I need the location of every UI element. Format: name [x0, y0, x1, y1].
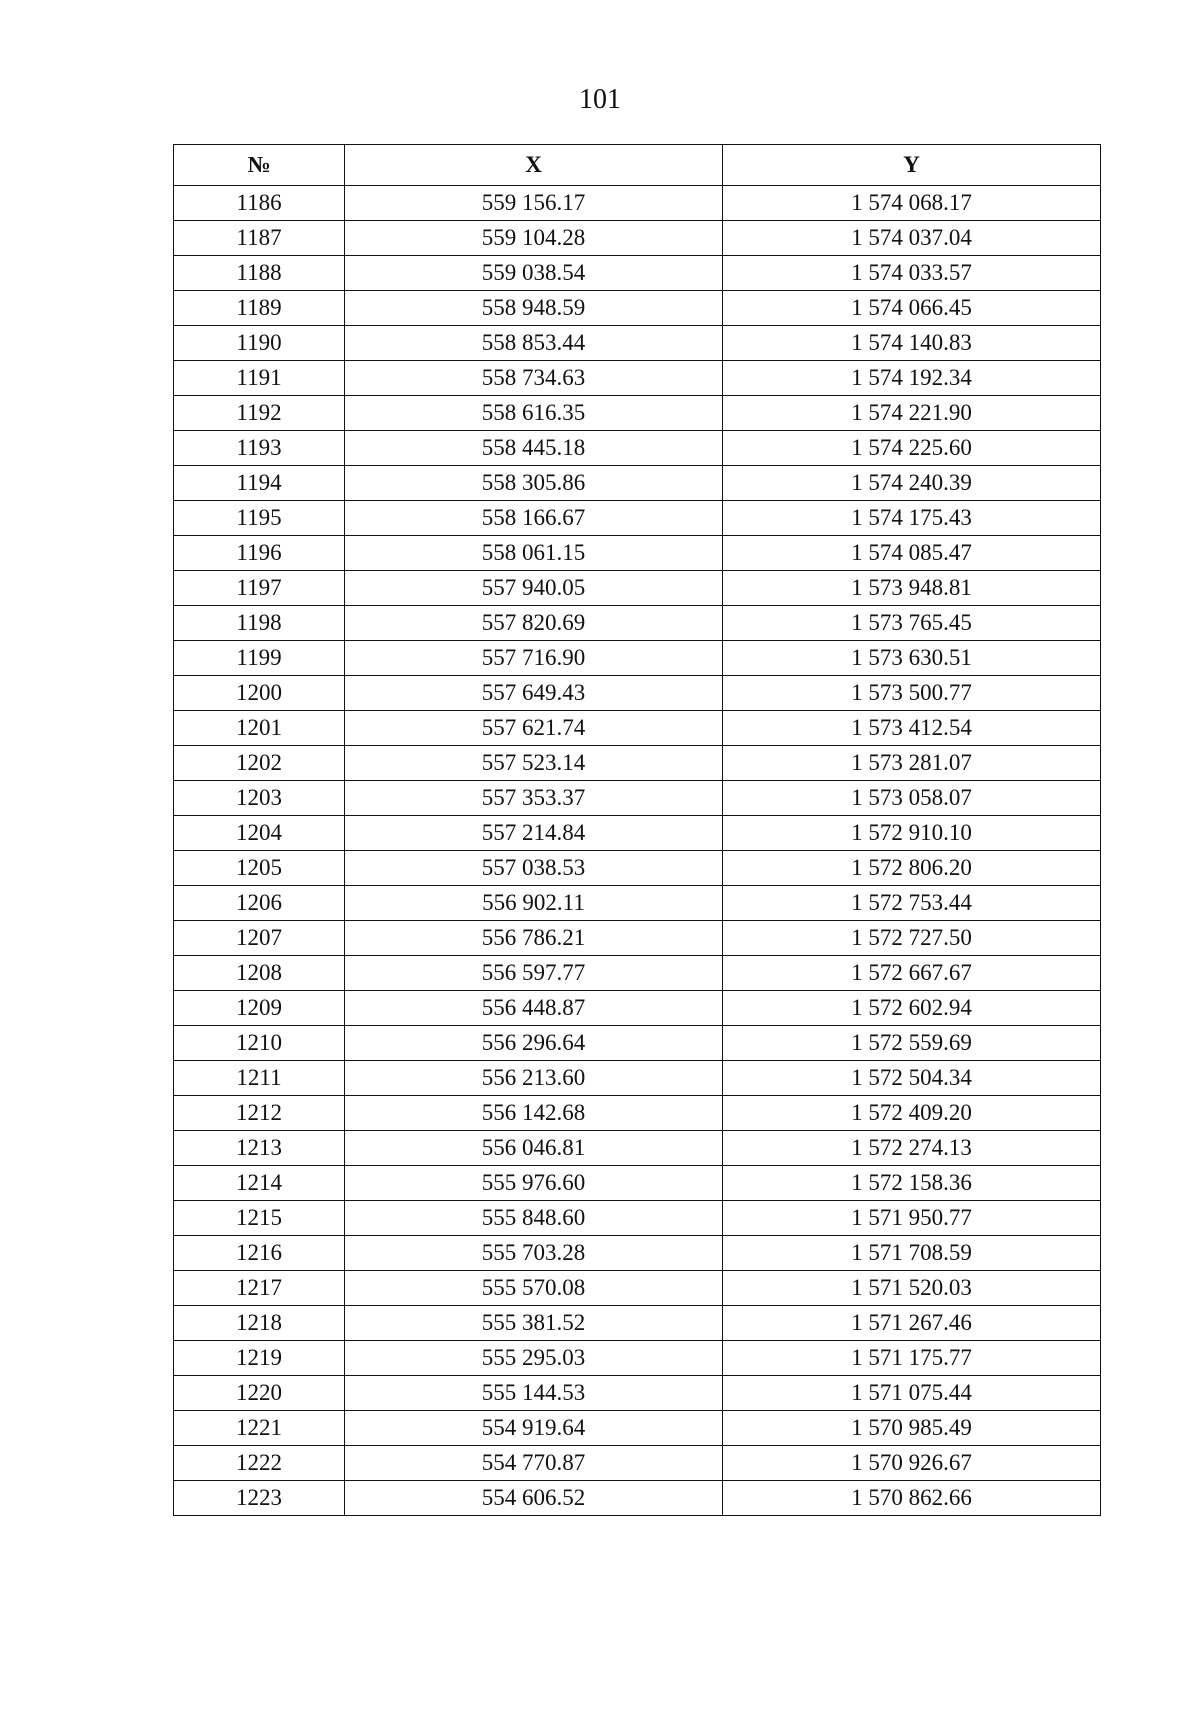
header-number: № [174, 145, 345, 186]
x-coordinate-cell: 557 716.90 [345, 641, 723, 676]
y-coordinate-cell: 1 574 140.83 [723, 326, 1101, 361]
x-coordinate-cell: 556 786.21 [345, 921, 723, 956]
point-number-cell: 1219 [174, 1341, 345, 1376]
point-number-cell: 1206 [174, 886, 345, 921]
y-coordinate-cell: 1 574 240.39 [723, 466, 1101, 501]
point-number-cell: 1216 [174, 1236, 345, 1271]
table-row [174, 291, 1101, 326]
y-coordinate-cell: 1 573 412.54 [723, 711, 1101, 746]
table-row [174, 1306, 1101, 1341]
table-row [174, 536, 1101, 571]
table-row [174, 466, 1101, 501]
x-coordinate-cell: 558 616.35 [345, 396, 723, 431]
y-coordinate-cell: 1 571 708.59 [723, 1236, 1101, 1271]
x-coordinate-cell: 556 046.81 [345, 1131, 723, 1166]
y-coordinate-cell: 1 573 630.51 [723, 641, 1101, 676]
y-coordinate-cell: 1 573 058.07 [723, 781, 1101, 816]
y-coordinate-cell: 1 570 926.67 [723, 1446, 1101, 1481]
x-coordinate-cell: 555 570.08 [345, 1271, 723, 1306]
point-number-cell: 1203 [174, 781, 345, 816]
x-coordinate-cell: 556 448.87 [345, 991, 723, 1026]
x-coordinate-cell: 557 940.05 [345, 571, 723, 606]
x-coordinate-cell: 557 621.74 [345, 711, 723, 746]
point-number-cell: 1221 [174, 1411, 345, 1446]
table-row [174, 1481, 1101, 1516]
x-coordinate-cell: 555 144.53 [345, 1376, 723, 1411]
point-number-cell: 1214 [174, 1166, 345, 1201]
y-coordinate-cell: 1 571 950.77 [723, 1201, 1101, 1236]
y-coordinate-cell: 1 572 602.94 [723, 991, 1101, 1026]
point-number-cell: 1194 [174, 466, 345, 501]
y-coordinate-cell: 1 572 504.34 [723, 1061, 1101, 1096]
x-coordinate-cell: 558 061.15 [345, 536, 723, 571]
table-row [174, 1411, 1101, 1446]
table-row [174, 1131, 1101, 1166]
table-row [174, 571, 1101, 606]
table-body [174, 186, 1101, 1516]
x-coordinate-cell: 555 381.52 [345, 1306, 723, 1341]
x-coordinate-cell: 557 820.69 [345, 606, 723, 641]
table-row [174, 711, 1101, 746]
y-coordinate-cell: 1 574 221.90 [723, 396, 1101, 431]
point-number-cell: 1204 [174, 816, 345, 851]
x-coordinate-cell: 556 902.11 [345, 886, 723, 921]
y-coordinate-cell: 1 574 175.43 [723, 501, 1101, 536]
y-coordinate-cell: 1 572 667.67 [723, 956, 1101, 991]
table-row [174, 816, 1101, 851]
point-number-cell: 1217 [174, 1271, 345, 1306]
table-row [174, 396, 1101, 431]
y-coordinate-cell: 1 572 158.36 [723, 1166, 1101, 1201]
x-coordinate-cell: 558 305.86 [345, 466, 723, 501]
table-row [174, 1166, 1101, 1201]
table-row [174, 1061, 1101, 1096]
table-row [174, 186, 1101, 221]
y-coordinate-cell: 1 574 033.57 [723, 256, 1101, 291]
x-coordinate-cell: 557 214.84 [345, 816, 723, 851]
x-coordinate-cell: 559 104.28 [345, 221, 723, 256]
header-y: Y [723, 145, 1101, 186]
table-row [174, 326, 1101, 361]
point-number-cell: 1190 [174, 326, 345, 361]
y-coordinate-cell: 1 571 075.44 [723, 1376, 1101, 1411]
y-coordinate-cell: 1 572 409.20 [723, 1096, 1101, 1131]
x-coordinate-cell: 555 295.03 [345, 1341, 723, 1376]
y-coordinate-cell: 1 571 520.03 [723, 1271, 1101, 1306]
table-header-row [174, 145, 1101, 186]
x-coordinate-cell: 558 948.59 [345, 291, 723, 326]
point-number-cell: 1192 [174, 396, 345, 431]
y-coordinate-cell: 1 574 192.34 [723, 361, 1101, 396]
x-coordinate-cell: 557 649.43 [345, 676, 723, 711]
x-coordinate-cell: 554 606.52 [345, 1481, 723, 1516]
point-number-cell: 1223 [174, 1481, 345, 1516]
x-coordinate-cell: 555 703.28 [345, 1236, 723, 1271]
point-number-cell: 1220 [174, 1376, 345, 1411]
point-number-cell: 1187 [174, 221, 345, 256]
point-number-cell: 1188 [174, 256, 345, 291]
point-number-cell: 1191 [174, 361, 345, 396]
table-row [174, 1096, 1101, 1131]
table-row [174, 1376, 1101, 1411]
y-coordinate-cell: 1 572 559.69 [723, 1026, 1101, 1061]
point-number-cell: 1205 [174, 851, 345, 886]
y-coordinate-cell: 1 574 066.45 [723, 291, 1101, 326]
point-number-cell: 1209 [174, 991, 345, 1026]
table-row [174, 221, 1101, 256]
point-number-cell: 1207 [174, 921, 345, 956]
point-number-cell: 1208 [174, 956, 345, 991]
table-row [174, 641, 1101, 676]
x-coordinate-cell: 554 770.87 [345, 1446, 723, 1481]
point-number-cell: 1197 [174, 571, 345, 606]
y-coordinate-cell: 1 573 500.77 [723, 676, 1101, 711]
table-row [174, 1446, 1101, 1481]
point-number-cell: 1200 [174, 676, 345, 711]
table-row [174, 851, 1101, 886]
x-coordinate-cell: 559 038.54 [345, 256, 723, 291]
table-row [174, 501, 1101, 536]
table-row [174, 431, 1101, 466]
table-row [174, 1026, 1101, 1061]
x-coordinate-cell: 559 156.17 [345, 186, 723, 221]
table-row [174, 956, 1101, 991]
x-coordinate-cell: 555 976.60 [345, 1166, 723, 1201]
point-number-cell: 1211 [174, 1061, 345, 1096]
table-row [174, 991, 1101, 1026]
y-coordinate-cell: 1 571 267.46 [723, 1306, 1101, 1341]
point-number-cell: 1215 [174, 1201, 345, 1236]
y-coordinate-cell: 1 574 068.17 [723, 186, 1101, 221]
table-row [174, 1341, 1101, 1376]
point-number-cell: 1210 [174, 1026, 345, 1061]
x-coordinate-cell: 556 142.68 [345, 1096, 723, 1131]
x-coordinate-cell: 558 734.63 [345, 361, 723, 396]
x-coordinate-cell: 557 523.14 [345, 746, 723, 781]
point-number-cell: 1213 [174, 1131, 345, 1166]
y-coordinate-cell: 1 572 806.20 [723, 851, 1101, 886]
y-coordinate-cell: 1 572 727.50 [723, 921, 1101, 956]
point-number-cell: 1193 [174, 431, 345, 466]
table-row [174, 886, 1101, 921]
x-coordinate-cell: 556 213.60 [345, 1061, 723, 1096]
x-coordinate-cell: 555 848.60 [345, 1201, 723, 1236]
y-coordinate-cell: 1 573 765.45 [723, 606, 1101, 641]
point-number-cell: 1186 [174, 186, 345, 221]
table-row [174, 781, 1101, 816]
point-number-cell: 1198 [174, 606, 345, 641]
table-row [174, 746, 1101, 781]
x-coordinate-cell: 558 445.18 [345, 431, 723, 466]
point-number-cell: 1218 [174, 1306, 345, 1341]
coordinates-table [173, 144, 1101, 1516]
y-coordinate-cell: 1 572 274.13 [723, 1131, 1101, 1166]
y-coordinate-cell: 1 573 281.07 [723, 746, 1101, 781]
table-row [174, 1271, 1101, 1306]
x-coordinate-cell: 557 353.37 [345, 781, 723, 816]
table-row [174, 1236, 1101, 1271]
point-number-cell: 1196 [174, 536, 345, 571]
y-coordinate-cell: 1 574 037.04 [723, 221, 1101, 256]
x-coordinate-cell: 554 919.64 [345, 1411, 723, 1446]
y-coordinate-cell: 1 574 225.60 [723, 431, 1101, 466]
table-row [174, 606, 1101, 641]
page-number: 101 [579, 84, 621, 115]
point-number-cell: 1201 [174, 711, 345, 746]
table-row [174, 256, 1101, 291]
table-row [174, 921, 1101, 956]
x-coordinate-cell: 558 853.44 [345, 326, 723, 361]
header-x: X [345, 145, 723, 186]
x-coordinate-cell: 556 597.77 [345, 956, 723, 991]
x-coordinate-cell: 557 038.53 [345, 851, 723, 886]
point-number-cell: 1222 [174, 1446, 345, 1481]
y-coordinate-cell: 1 572 753.44 [723, 886, 1101, 921]
table-row [174, 1201, 1101, 1236]
y-coordinate-cell: 1 572 910.10 [723, 816, 1101, 851]
y-coordinate-cell: 1 571 175.77 [723, 1341, 1101, 1376]
x-coordinate-cell: 558 166.67 [345, 501, 723, 536]
y-coordinate-cell: 1 573 948.81 [723, 571, 1101, 606]
y-coordinate-cell: 1 570 985.49 [723, 1411, 1101, 1446]
point-number-cell: 1212 [174, 1096, 345, 1131]
point-number-cell: 1202 [174, 746, 345, 781]
point-number-cell: 1189 [174, 291, 345, 326]
y-coordinate-cell: 1 570 862.66 [723, 1481, 1101, 1516]
x-coordinate-cell: 556 296.64 [345, 1026, 723, 1061]
table-row [174, 361, 1101, 396]
point-number-cell: 1195 [174, 501, 345, 536]
point-number-cell: 1199 [174, 641, 345, 676]
table-row [174, 676, 1101, 711]
y-coordinate-cell: 1 574 085.47 [723, 536, 1101, 571]
